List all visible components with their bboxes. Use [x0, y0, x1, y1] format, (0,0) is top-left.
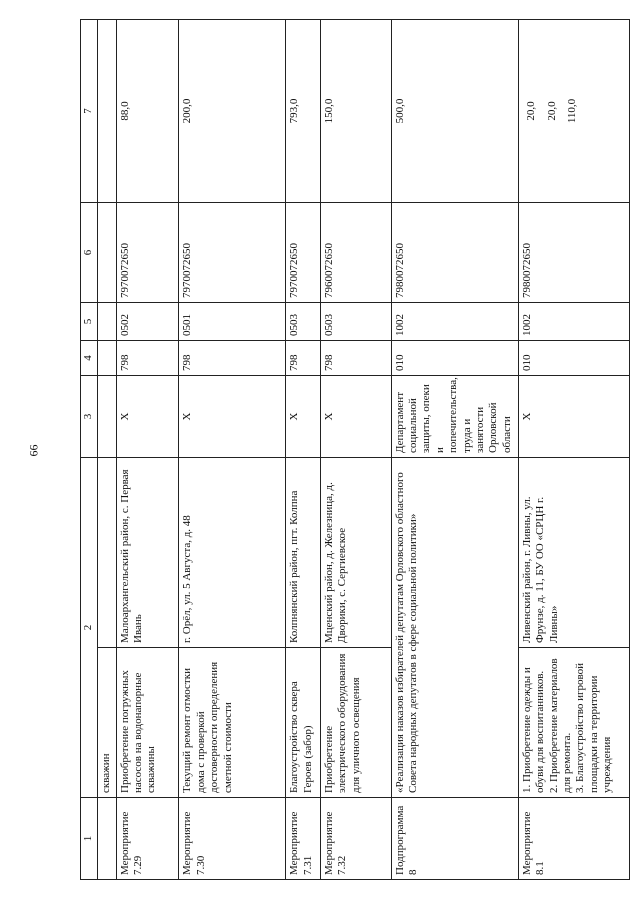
- table-cell: Благоустройство сквера Героев (забор): [286, 648, 320, 798]
- table-cell: «Реализация наказов избирателей депутатам Орловского областного Совета народных депутатов в сфере социальной политики»: [391, 458, 518, 798]
- table-cell: 20,0 20,0 110,0: [518, 20, 629, 203]
- table-cell: Текущий ремонт отмостки дома с проверкой достоверности определения сметной стоимости: [179, 648, 286, 798]
- table-cell: 010: [518, 341, 629, 376]
- rotated-page: [80, 20, 630, 880]
- table-row: [518, 20, 629, 880]
- header-cell: 7: [81, 20, 98, 203]
- table-cell: Ливенский район, г. Ливны, ул. Фрунзе, д. 11, БУ ОО «СРЦН г. Ливны»: [518, 458, 629, 648]
- table-cell: 798: [179, 341, 286, 376]
- table-cell: [98, 303, 117, 341]
- header-cell: 1: [81, 798, 98, 880]
- table-cell: X: [179, 376, 286, 458]
- header-row: [81, 20, 98, 880]
- table-cell: 0501: [179, 303, 286, 341]
- table-cell: X: [518, 376, 629, 458]
- table-cell: Мероприятие 7.32: [320, 798, 391, 880]
- table-cell: X: [320, 376, 391, 458]
- table-cell: 1002: [518, 303, 629, 341]
- table-cell: скважин: [98, 648, 117, 798]
- header-cell: 3: [81, 376, 98, 458]
- table-cell: 7970072650: [116, 203, 179, 303]
- table-cell: 798: [116, 341, 179, 376]
- table-cell: 793,0: [286, 20, 320, 203]
- table-cell: 798: [320, 341, 391, 376]
- table-cell: Мценский район, д. Железница, д. Дворики, с. Сергиевское: [320, 458, 391, 648]
- table-cell: Подпрограмма 8: [391, 798, 518, 880]
- table-row: [320, 20, 391, 880]
- table-cell: Мероприятие 7.31: [286, 798, 320, 880]
- table-cell: 7960072650: [320, 203, 391, 303]
- table-cell: 7980072650: [391, 203, 518, 303]
- table-cell: X: [116, 376, 179, 458]
- table-cell: 010: [391, 341, 518, 376]
- table-cell: X: [286, 376, 320, 458]
- table-cell: [98, 20, 117, 203]
- table-cell: Приобретение электрического оборудования для уличного освещения: [320, 648, 391, 798]
- table-row: [116, 20, 179, 880]
- table-cell: Мероприятие 8.1: [518, 798, 629, 880]
- table-cell: Приобретение погружных насосов на водонапорные скважины: [116, 648, 179, 798]
- table-row: [179, 20, 286, 880]
- continuation-row: [98, 20, 117, 880]
- table-row: [286, 20, 320, 880]
- table-cell: 7970072650: [179, 203, 286, 303]
- table-cell: 7980072650: [518, 203, 629, 303]
- header-cell: 4: [81, 341, 98, 376]
- table-cell: Малоархангельский район, с. Первая Ивань: [116, 458, 179, 648]
- table-cell: Мероприятие 7.30: [179, 798, 286, 880]
- table-cell: 798: [286, 341, 320, 376]
- table-cell: 500,0: [391, 20, 518, 203]
- table-cell: 150,0: [320, 20, 391, 203]
- table-cell: [98, 203, 117, 303]
- table-cell: [98, 341, 117, 376]
- table-cell: 1. Приобретение одежды и обуви для воспитанников. 2. Приобретение материалов для ремонта. 3. Благоустройство игровой площадки на территории учреждения: [518, 648, 629, 798]
- table-cell: 0503: [320, 303, 391, 341]
- table-cell: Колпнянский район, пгт. Колпна: [286, 458, 320, 648]
- table-cell: г. Орёл, ул. 5 Августа, д. 48: [179, 458, 286, 648]
- table-cell: Мероприятие 7.29: [116, 798, 179, 880]
- table-cell: [98, 798, 117, 880]
- table-cell: [98, 376, 117, 458]
- table-cell: Департамент социальной защиты, опеки и попечительства, труда и занятости Орловской области: [391, 376, 518, 458]
- table-cell: 200,0: [179, 20, 286, 203]
- budget-table: [80, 19, 630, 880]
- table-cell: 88,0: [116, 20, 179, 203]
- table-cell: 0503: [286, 303, 320, 341]
- table-row: [391, 20, 518, 880]
- table-cell: 7970072650: [286, 203, 320, 303]
- table-cell: 0502: [116, 303, 179, 341]
- page-number: 66: [26, 444, 41, 457]
- table-cell: [98, 458, 117, 648]
- header-cell: 5: [81, 303, 98, 341]
- table-cell: 1002: [391, 303, 518, 341]
- header-cell: 2: [81, 458, 98, 798]
- header-cell: 6: [81, 203, 98, 303]
